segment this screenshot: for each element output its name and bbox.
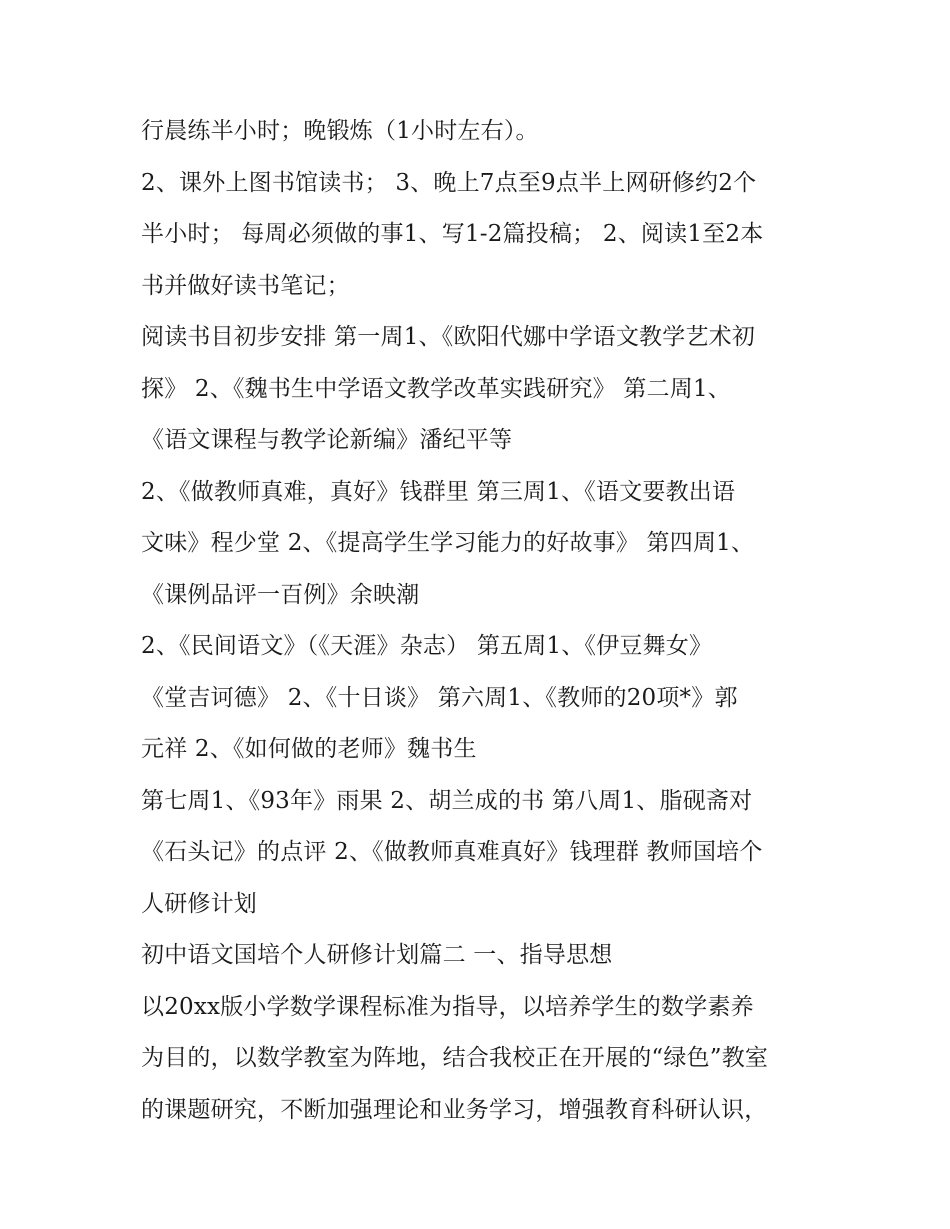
text-line: 2、《做教师真难，真好》钱群里 第三周1、《语文要教出语: [141, 478, 736, 505]
text-line: 的课题研究，不断加强理论和业务学习，增强教育科研认识，: [141, 1096, 768, 1123]
text-line: 行晨练半小时；晚锻炼（1小时左右）。: [141, 118, 539, 144]
text-line: 第七周1、《93年》雨果 2、胡兰成的书 第八周1、脂砚斋对: [141, 787, 753, 814]
text-line: 书并做好读书笔记；: [141, 272, 350, 299]
text-line: 2、《民间语文》（《天涯》杂志） 第五周1、《伊豆舞女》: [141, 633, 713, 659]
text-line: 人研修计划: [141, 890, 257, 917]
text-line: 以20xx版小学数学课程标准为指导，以培养学生的数学素养: [141, 993, 754, 1020]
text-line: 《语文课程与教学论新编》潘纪平等: [141, 427, 513, 453]
text-line: 阅读书目初步安排 第一周1、《欧阳代娜中学语文教学艺术初: [141, 324, 756, 350]
text-line: 探》 2、《魏书生中学语文教学改革实践研究》 第二周1、: [141, 375, 731, 402]
text-line: 半小时； 每周必须做的事1、写1-2篇投稿； 2、阅读1至2本: [141, 221, 764, 247]
text-line: 《堂吉诃德》 2、《十日谈》 第六周1、《教师的20项*》郭: [141, 684, 738, 711]
text-line: 为目的，以数学教室为阵地，结合我校正在开展的“绿色”教室: [141, 1045, 769, 1071]
text-line: 文味》程少堂 2、《提高学生学习能力的好故事》 第四周1、: [141, 530, 755, 556]
text-line: 《课例品评一百例》余映潮: [141, 581, 420, 608]
section-heading: 初中语文国培个人研修计划篇二 一、指导思想: [141, 942, 613, 968]
text-line: 元祥 2、《如何做的老师》魏书生: [141, 736, 477, 762]
text-line: 2、课外上图书馆读书； 3、晚上7点至9点半上网研修约2个: [141, 169, 757, 196]
document-body: [141, 106, 821, 1136]
text-line: 《石头记》的点评 2、《做教师真难真好》钱理群 教师国培个: [141, 839, 763, 865]
